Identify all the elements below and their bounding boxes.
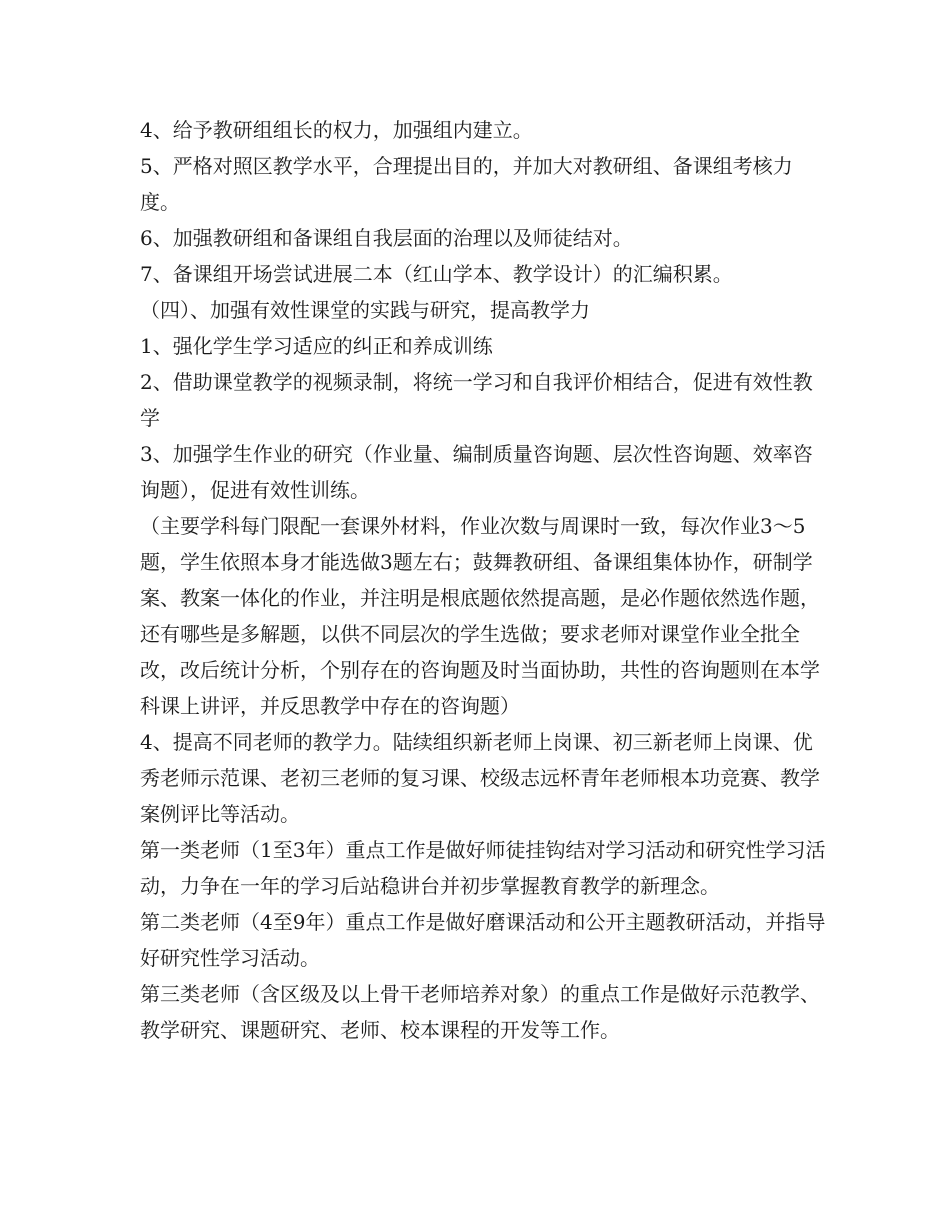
paragraph-homework-details: （主要学科每门限配一套课外材料，作业次数与周课时一致，每次作业3～5题，学生依照本身才能选做3题左右；鼓舞教研组、备课组集体协作，研制学案、教案一体化的作业，并注明是根底题依然提高题，是必作题依然选作题，还有哪些是多解题，以供不同层次的学生选做；要求老师对课堂作业全批全改，改后统计分析，个别存在的咨询题及时当面协助，共性的咨询题则在本学科课上讲评，并反思教学中存在的咨询题）: [140, 514, 820, 718]
paragraph-item-7-compilation: 7、备课组开场尝试进展二本（红山学本、教学设计）的汇编积累。: [140, 262, 733, 286]
document-body: [140, 112, 830, 1048]
paragraph-item-4-authority: 4、给予教研组组长的权力，加强组内建立。: [140, 118, 533, 142]
paragraph-item-5-assessment: 5、严格对照区教学水平，合理提出目的，并加大对教研组、备课组考核力度。: [140, 154, 793, 214]
paragraph-teacher-type-one: 第一类老师（1至3年）重点工作是做好师徒挂钩结对学习活动和研究性学习活动，力争在一年的学习后站稳讲台并初步掌握教育教学的新理念。: [140, 838, 826, 898]
paragraph-item-3-homework: 3、加强学生作业的研究（作业量、编制质量咨询题、层次性咨询题、效率咨询题），促进有效性训练。: [140, 442, 813, 502]
paragraph-item-1-habits: 1、强化学生学习适应的纠正和养成训练: [140, 334, 493, 358]
paragraph-item-4-teaching: 4、提高不同老师的教学力。陆续组织新老师上岗课、初三新老师上岗课、优秀老师示范课、老初三老师的复习课、校级志远杯青年老师根本功竞赛、教学案例评比等活动。: [140, 730, 820, 826]
paragraph-teacher-type-three: 第三类老师（含区级及以上骨干老师培养对象）的重点工作是做好示范教学、教学研究、课题研究、老师、校本课程的开发等工作。: [140, 982, 820, 1042]
paragraph-teacher-type-two: 第二类老师（4至9年）重点工作是做好磨课活动和公开主题教研活动，并指导好研究性学习活动。: [140, 910, 826, 970]
paragraph-item-6-governance: 6、加强教研组和备课组自我层面的治理以及师徒结对。: [140, 226, 633, 250]
section-heading-four: （四）、加强有效性课堂的实践与研究，提高教学力: [140, 298, 590, 322]
paragraph-item-2-video: 2、借助课堂教学的视频录制，将统一学习和自我评价相结合，促进有效性教学: [140, 370, 813, 430]
